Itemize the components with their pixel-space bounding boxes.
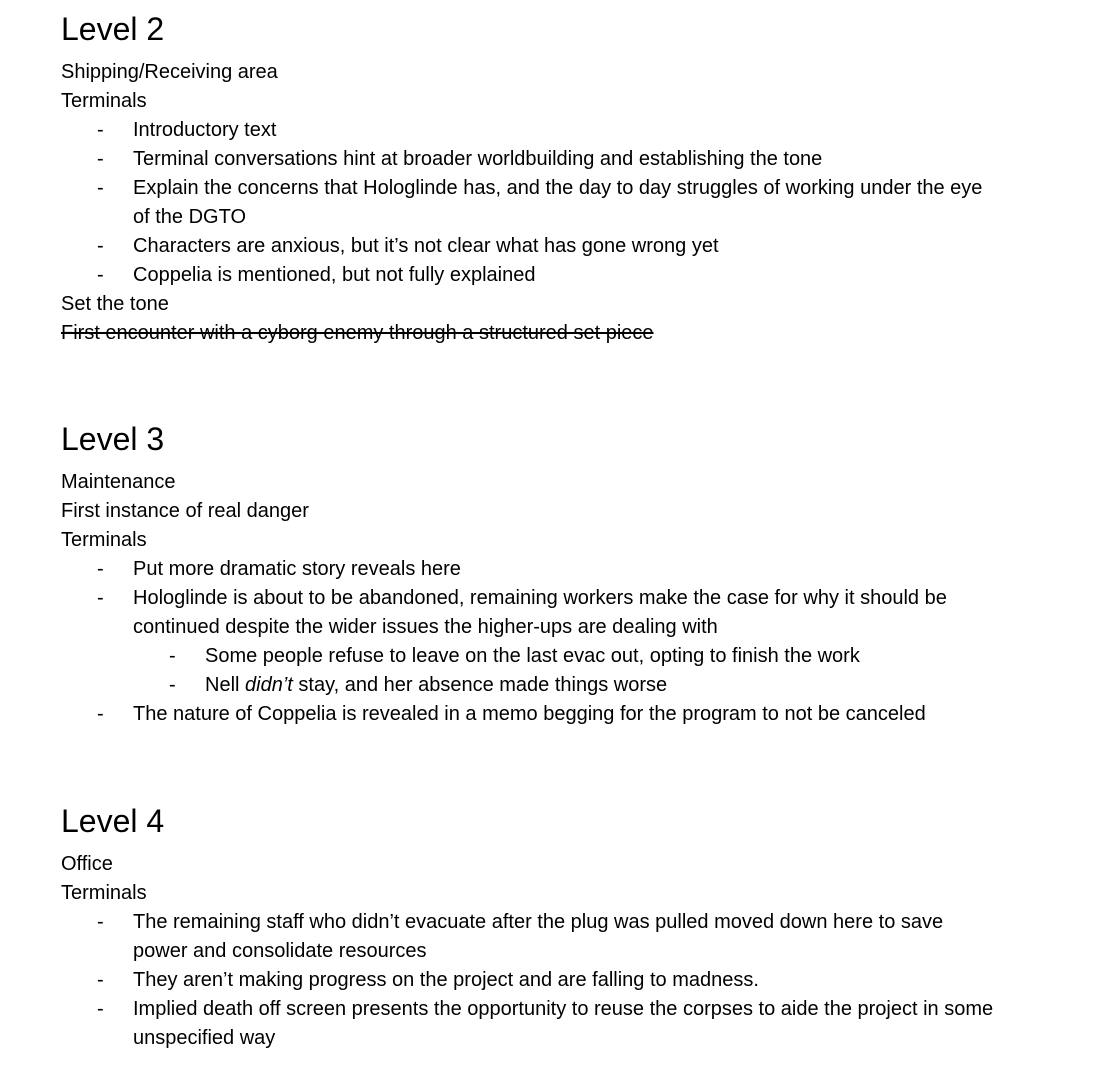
- list-item: - Explain the concerns that Hologlinde has, and the day to day struggles of working under the eye of the DGTO: [61, 174, 1003, 232]
- text-line: Office: [61, 853, 113, 875]
- bullet-dash: -: [169, 674, 176, 696]
- section-heading: Level 2: [61, 11, 165, 47]
- bullet-dash: -: [97, 119, 104, 141]
- list-item: - Implied death off screen presents the opportunity to reuse the corpses to aide the project in some unspecified way: [61, 995, 1003, 1053]
- text-line: Terminals: [61, 90, 147, 112]
- section-level-4: [61, 801, 1003, 1053]
- bullet-dash: -: [97, 703, 104, 725]
- section-heading: Level 4: [61, 803, 165, 839]
- bullet-dash: -: [97, 235, 104, 257]
- list-item: - Put more dramatic story reveals here: [61, 555, 1003, 584]
- list-item: - Introductory text: [61, 116, 1003, 145]
- text-line: First instance of real danger: [61, 500, 309, 522]
- text-line: Set the tone: [61, 293, 169, 315]
- sub-list-item: - Nell didn’t stay, and her absence made things worse: [61, 671, 1003, 700]
- bullet-dash: -: [97, 264, 104, 286]
- list-item: - Characters are anxious, but it’s not clear what has gone wrong yet: [61, 232, 1003, 261]
- bullet-dash: -: [97, 911, 104, 933]
- text-line: Shipping/Receiving area: [61, 61, 278, 83]
- sub-list-item: - Some people refuse to leave on the last evac out, opting to finish the work: [61, 642, 1003, 671]
- bullet-dash: -: [97, 969, 104, 991]
- list-item: - Terminal conversations hint at broader worldbuilding and establishing the tone: [61, 145, 1003, 174]
- list-item: - Hologlinde is about to be abandoned, remaining workers make the case for why it should be continued despite the wider issues the higher-ups are dealing with: [61, 584, 1003, 642]
- text-line: Terminals: [61, 529, 147, 551]
- emphasized-word: didn’t: [245, 674, 293, 696]
- bullet-dash: -: [97, 587, 104, 609]
- text-line: Maintenance: [61, 471, 176, 493]
- bullet-dash: -: [169, 645, 176, 667]
- bullet-dash: -: [97, 998, 104, 1020]
- list-item: - They aren’t making progress on the project and are falling to madness.: [61, 966, 1003, 995]
- bullet-dash: -: [97, 148, 104, 170]
- bullet-dash: -: [97, 558, 104, 580]
- text-line: Terminals: [61, 882, 147, 904]
- struck-text-line: First encounter with a cyborg enemy through a structured set piece: [61, 322, 654, 344]
- bullet-dash: -: [97, 177, 104, 199]
- list-item: - The nature of Coppelia is revealed in a memo begging for the program to not be canceled: [61, 700, 1003, 729]
- list-item: - The remaining staff who didn’t evacuate after the plug was pulled moved down here to save power and consolidate resources: [61, 908, 1003, 966]
- section-level-2: [61, 9, 1003, 348]
- section-level-3: [61, 419, 1003, 729]
- section-heading: Level 3: [61, 421, 165, 457]
- list-item: - Coppelia is mentioned, but not fully explained: [61, 261, 1003, 290]
